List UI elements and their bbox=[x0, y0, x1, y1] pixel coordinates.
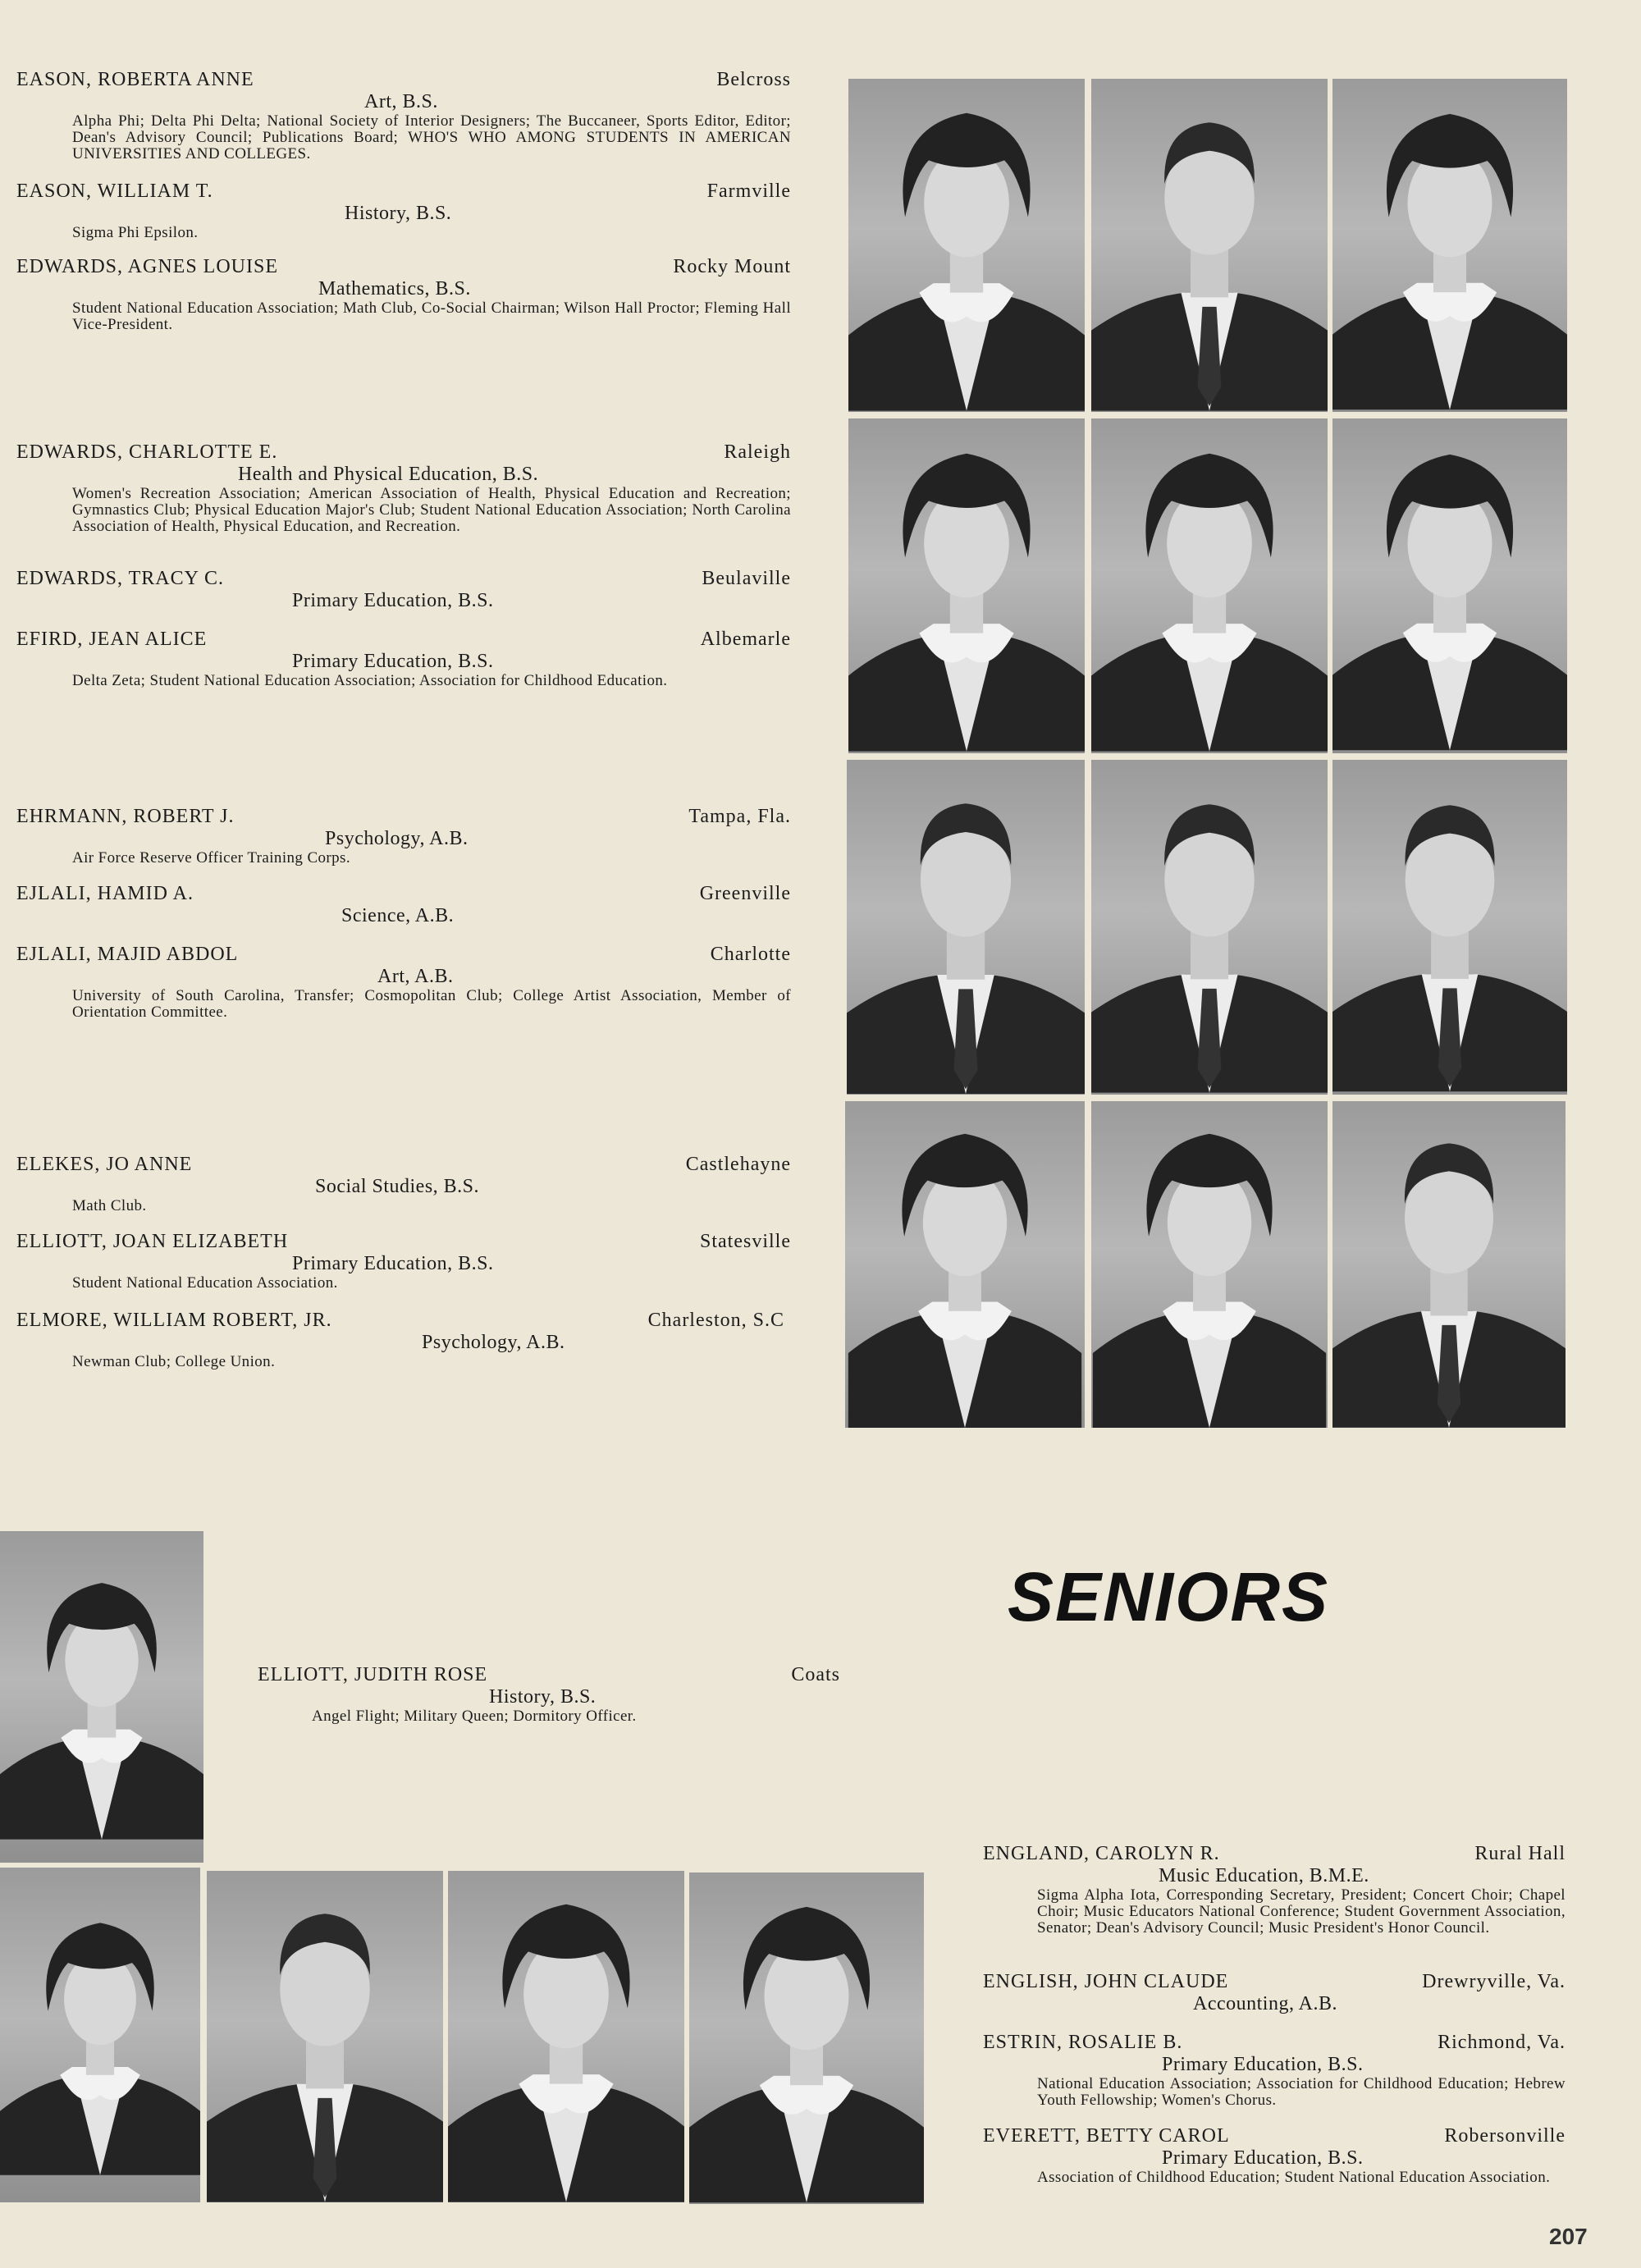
degree: Primary Education, B.S. bbox=[292, 1253, 494, 1274]
activities: Women's Recreation Association; American Association of Health, Physical Education and Recreation; Gymnastics Club; Physical Education Major's Club; Student National Education Association; North Carolina Association of Health, Physical Education, and Recreation. bbox=[72, 485, 791, 535]
student-name: EDWARDS, AGNES LOUISE bbox=[16, 256, 279, 277]
entry-ejlali-majid bbox=[16, 944, 791, 1021]
portrait-photo bbox=[1091, 79, 1328, 412]
hometown: Robersonville bbox=[1444, 2125, 1566, 2147]
hometown: Belcross bbox=[716, 69, 791, 90]
entry-elliott-judith bbox=[258, 1664, 840, 1725]
degree: Science, A.B. bbox=[341, 905, 455, 926]
activities: Newman Club; College Union. bbox=[72, 1353, 276, 1370]
entry-ehrmann-robert bbox=[16, 806, 791, 867]
hometown: Tampa, Fla. bbox=[688, 806, 791, 827]
degree: History, B.S. bbox=[489, 1686, 597, 1708]
activities: Alpha Phi; Delta Phi Delta; National Society of Interior Designers; The Buccaneer, Sports Editor, Editor; Dean's Advisory Council; Publications Board; WHO'S WHO AMONG STUDENTS IN AMERICAN UNIVERSITIES AND COLLEGES. bbox=[72, 112, 791, 162]
portrait-photo bbox=[1332, 418, 1567, 753]
portrait-photo bbox=[0, 1531, 203, 1863]
hometown: Albemarle bbox=[700, 629, 791, 650]
activities: University of South Carolina, Transfer; Cosmopolitan Club; College Artist Association, Member of Orientation Committee. bbox=[72, 987, 791, 1021]
entry-everett-betty bbox=[983, 2125, 1566, 2186]
student-name: ELLIOTT, JOAN ELIZABETH bbox=[16, 1231, 289, 1252]
hometown: Raleigh bbox=[724, 441, 791, 463]
degree: Social Studies, B.S. bbox=[315, 1176, 480, 1197]
student-name: EJLALI, HAMID A. bbox=[16, 883, 194, 904]
hometown: Rocky Mount bbox=[673, 256, 791, 277]
section-title: SENIORS bbox=[1008, 1558, 1330, 1635]
portrait-photo bbox=[1332, 1101, 1566, 1428]
degree: History, B.S. bbox=[345, 203, 452, 224]
portrait-photo bbox=[848, 79, 1085, 412]
page-number: 207 bbox=[1549, 2224, 1588, 2249]
hometown: Richmond, Va. bbox=[1438, 2032, 1566, 2053]
activities: Association of Childhood Education; Student National Education Association. bbox=[1037, 2169, 1551, 2186]
portrait-photo bbox=[1091, 760, 1328, 1095]
degree: Mathematics, B.S. bbox=[318, 278, 471, 300]
degree: Primary Education, B.S. bbox=[1162, 2054, 1364, 2075]
portrait-photo bbox=[207, 1871, 443, 2202]
portrait-photo bbox=[448, 1871, 684, 2202]
hometown: Greenville bbox=[699, 883, 791, 904]
entry-eason-roberta bbox=[16, 69, 791, 162]
portrait-photo bbox=[1091, 418, 1328, 753]
hometown: Statesville bbox=[700, 1231, 791, 1252]
degree: Primary Education, B.S. bbox=[292, 590, 494, 611]
entry-elmore-william bbox=[16, 1310, 791, 1370]
entry-elliott-joan bbox=[16, 1231, 791, 1292]
degree: Primary Education, B.S. bbox=[292, 651, 494, 672]
portrait-photo bbox=[1332, 79, 1567, 412]
activities: Sigma Phi Epsilon. bbox=[72, 224, 199, 241]
activities: Student National Education Association. bbox=[72, 1274, 338, 1292]
portrait-photo bbox=[847, 760, 1085, 1095]
degree: Psychology, A.B. bbox=[325, 828, 469, 849]
portrait-photo bbox=[1091, 1101, 1328, 1428]
student-name: ESTRIN, ROSALIE B. bbox=[983, 2032, 1183, 2053]
entry-edwards-agnes bbox=[16, 256, 791, 333]
student-name: EDWARDS, TRACY C. bbox=[16, 568, 225, 589]
activities: Delta Zeta; Student National Education Association; Association for Childhood Education. bbox=[72, 672, 668, 689]
student-name: EDWARDS, CHARLOTTE E. bbox=[16, 441, 278, 463]
portrait-photo bbox=[1332, 760, 1567, 1095]
entry-efird-jean bbox=[16, 629, 791, 689]
entry-edwards-charlotte bbox=[16, 441, 791, 535]
entry-elekes-jo bbox=[16, 1154, 791, 1214]
entry-ejlali-hamid bbox=[16, 883, 791, 926]
degree: Music Education, B.M.E. bbox=[1159, 1865, 1369, 1886]
portrait-photo bbox=[0, 1868, 200, 2202]
student-name: EASON, ROBERTA ANNE bbox=[16, 69, 254, 90]
portrait-photo bbox=[848, 418, 1085, 753]
student-name: ELLIOTT, JUDITH ROSE bbox=[258, 1664, 488, 1685]
entry-eason-william bbox=[16, 181, 791, 241]
hometown: Charleston, S.C bbox=[647, 1310, 784, 1331]
entry-english-john bbox=[983, 1971, 1566, 2014]
degree: Primary Education, B.S. bbox=[1162, 2147, 1364, 2169]
student-name: ELEKES, JO ANNE bbox=[16, 1154, 193, 1175]
entry-edwards-tracy bbox=[16, 568, 791, 610]
degree: Art, B.S. bbox=[364, 91, 438, 112]
entry-estrin-rosalie bbox=[983, 2032, 1566, 2109]
degree: Art, A.B. bbox=[377, 966, 454, 987]
activities: Angel Flight; Military Queen; Dormitory Officer. bbox=[312, 1708, 637, 1725]
hometown: Coats bbox=[791, 1664, 840, 1685]
student-name: EFIRD, JEAN ALICE bbox=[16, 629, 208, 650]
hometown: Drewryville, Va. bbox=[1422, 1971, 1566, 1992]
hometown: Charlotte bbox=[710, 944, 791, 965]
activities: Sigma Alpha Iota, Corresponding Secretary, President; Concert Choir; Chapel Choir; Music Educators National Conference; Student Government Association, Senator; Dean's Advisory Council; Music President's Honor Council. bbox=[1037, 1886, 1566, 1936]
student-name: EHRMANN, ROBERT J. bbox=[16, 806, 235, 827]
student-name: ENGLISH, JOHN CLAUDE bbox=[983, 1971, 1229, 1992]
student-name: ELMORE, WILLIAM ROBERT, JR. bbox=[16, 1310, 332, 1331]
student-name: EJLALI, MAJID ABDOL bbox=[16, 944, 239, 965]
activities: Student National Education Association; Math Club, Co-Social Chairman; Wilson Hall Proctor; Fleming Hall Vice-President. bbox=[72, 300, 791, 333]
hometown: Castlehayne bbox=[685, 1154, 791, 1175]
degree: Health and Physical Education, B.S. bbox=[238, 464, 539, 485]
portrait-photo bbox=[689, 1872, 924, 2204]
student-name: EASON, WILLIAM T. bbox=[16, 181, 213, 202]
degree: Accounting, A.B. bbox=[1193, 1993, 1337, 2014]
entry-england-carolyn bbox=[983, 1843, 1566, 1936]
student-name: ENGLAND, CAROLYN R. bbox=[983, 1843, 1220, 1864]
student-name: EVERETT, BETTY CAROL bbox=[983, 2125, 1230, 2147]
portrait-photo bbox=[845, 1101, 1085, 1428]
hometown: Rural Hall bbox=[1474, 1843, 1566, 1864]
hometown: Farmville bbox=[706, 181, 791, 202]
hometown: Beulaville bbox=[702, 568, 791, 589]
activities: Air Force Reserve Officer Training Corps. bbox=[72, 849, 350, 867]
activities: National Education Association; Association for Childhood Education; Hebrew Youth Fellowship; Women's Chorus. bbox=[1037, 2075, 1566, 2109]
degree: Psychology, A.B. bbox=[422, 1332, 565, 1353]
activities: Math Club. bbox=[72, 1197, 147, 1214]
